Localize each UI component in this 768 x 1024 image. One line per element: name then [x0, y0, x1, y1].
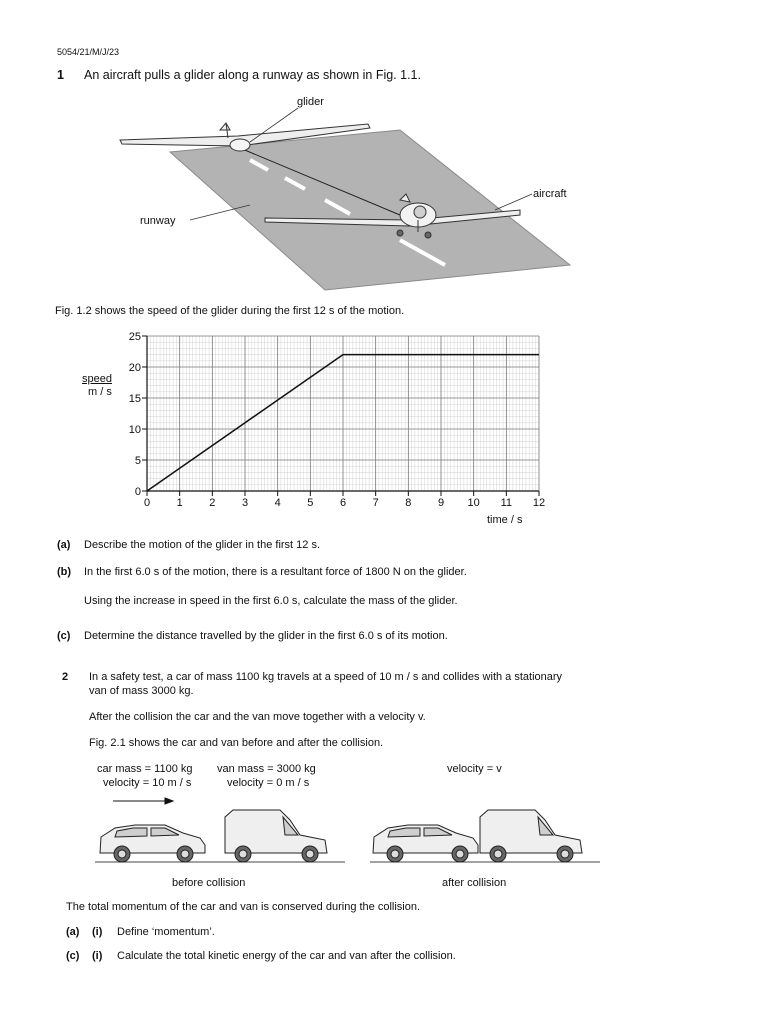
- q2-part-c-sub: (i): [92, 950, 103, 962]
- q1-part-b-text: In the first 6.0 s of the motion, there is a resultant force of 1800 N on the glider.: [84, 566, 467, 578]
- van-mass-label: van mass = 3000 kg: [217, 763, 316, 775]
- x-tick-label: 9: [437, 497, 445, 509]
- chart-tick-labels: [129, 331, 545, 509]
- car-before-drawing: [100, 825, 205, 862]
- q1-part-a-label: (a): [57, 539, 71, 551]
- chart-ticks: [142, 336, 539, 496]
- question-2-fig-intro: Fig. 2.1 shows the car and van before and after the collision.: [89, 737, 384, 749]
- x-tick-label: 2: [209, 497, 216, 509]
- chart-ylabel-bottom: m / s: [88, 386, 112, 398]
- figure-1-1-illustration: [100, 90, 590, 295]
- q2-part-a-sub: (i): [92, 926, 103, 938]
- chart-ylabel-top: speed: [82, 373, 112, 385]
- question-1-intro: An aircraft pulls a glider along a runway as shown in Fig. 1.1.: [84, 68, 421, 82]
- fig-1-2-intro: Fig. 1.2 shows the speed of the glider during the first 12 s of the motion.: [55, 305, 405, 317]
- after-velocity-label: velocity = v: [447, 763, 502, 775]
- van-before-drawing: [225, 810, 327, 862]
- caption-after-collision: after collision: [442, 877, 507, 889]
- y-tick-label: 25: [128, 331, 141, 343]
- aircraft-leader-line: [495, 194, 532, 210]
- y-tick-label: 5: [134, 455, 141, 467]
- label-glider: glider: [297, 96, 324, 108]
- question-2-after-text: After the collision the car and the van move together with a velocity v.: [89, 711, 426, 723]
- x-tick-label: 0: [143, 497, 151, 509]
- q1-part-a-text: Describe the motion of the glider in the first 12 s.: [84, 539, 321, 551]
- label-runway: runway: [140, 215, 176, 227]
- q2-part-a-label: (a): [66, 926, 80, 938]
- speed-time-chart: [75, 328, 565, 530]
- question-1-number: 1: [57, 68, 64, 82]
- q1-part-b-label: (b): [57, 566, 72, 578]
- q1-part-c-text: Determine the distance travelled by the glider in the first 6.0 s of its motion.: [84, 630, 448, 642]
- momentum-statement: The total momentum of the car and van is conserved during the collision.: [66, 901, 421, 913]
- x-tick-label: 6: [339, 497, 347, 509]
- q2-part-c-text: Calculate the total kinetic energy of the car and van after the collision.: [117, 950, 456, 962]
- x-tick-label: 7: [372, 497, 379, 509]
- y-tick-label: 10: [128, 424, 141, 436]
- q2-part-a-text: Define ‘momentum’.: [117, 926, 215, 938]
- car-after-drawing: [373, 825, 478, 862]
- car-velocity-label: velocity = 10 m / s: [103, 777, 192, 789]
- label-aircraft: aircraft: [533, 188, 567, 200]
- car-velocity-arrow: [113, 798, 173, 804]
- q2-part-c-label: (c): [66, 950, 80, 962]
- x-tick-label: 10: [467, 497, 480, 509]
- caption-before-collision: before collision: [172, 877, 246, 889]
- van-after-drawing: [480, 810, 582, 862]
- question-2-intro-line-1: In a safety test, a car of mass 1100 kg travels at a speed of 10 m / s and collides with a stationary: [89, 671, 563, 683]
- x-tick-label: 3: [241, 497, 249, 509]
- x-tick-label: 4: [274, 497, 281, 509]
- y-tick-label: 15: [128, 393, 141, 405]
- x-tick-label: 1: [176, 497, 183, 509]
- q1-part-c-label: (c): [57, 630, 71, 642]
- chart-xlabel: time / s: [487, 514, 523, 526]
- q1-part-b-followup: Using the increase in speed in the first 6.0 s, calculate the mass of the glider.: [84, 595, 458, 607]
- x-tick-label: 12: [532, 497, 546, 509]
- y-tick-label: 20: [128, 362, 141, 374]
- van-velocity-label: velocity = 0 m / s: [227, 777, 310, 789]
- x-tick-label: 5: [307, 497, 314, 509]
- y-tick-label: 0: [134, 486, 141, 498]
- question-2-number: 2: [62, 671, 69, 683]
- x-tick-label: 11: [500, 497, 513, 509]
- paper-code: 5054/21/M/J/23: [57, 47, 120, 57]
- figure-2-1-illustration: [95, 795, 605, 875]
- question-2-intro-line-2: van of mass 3000 kg.: [89, 685, 194, 697]
- x-tick-label: 8: [405, 497, 412, 509]
- car-mass-label: car mass = 1100 kg: [97, 763, 193, 775]
